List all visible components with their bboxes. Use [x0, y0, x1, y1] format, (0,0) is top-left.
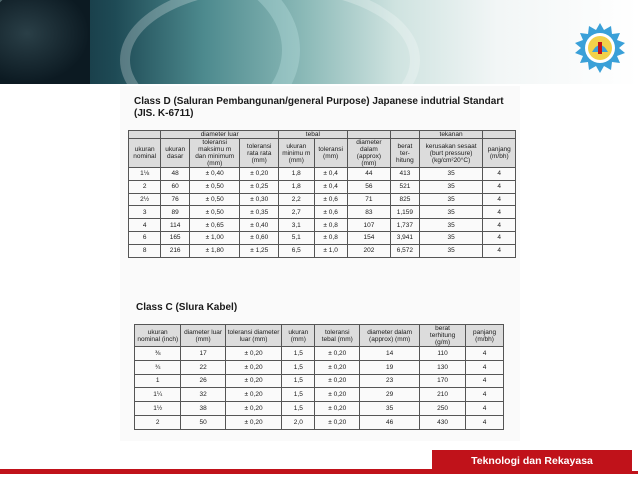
class-c-rows	[135, 347, 504, 430]
table-cell: 35	[419, 206, 483, 219]
table-header-cell	[391, 131, 420, 139]
table-row	[129, 168, 516, 181]
group-header-tebal: tebal	[279, 131, 348, 139]
table-cell: 4	[483, 193, 516, 206]
table-cell: 1,8	[279, 168, 315, 181]
table-cell: 26	[181, 374, 225, 388]
table-cell: 825	[391, 193, 420, 206]
table-row	[135, 360, 504, 374]
table-row	[129, 244, 516, 257]
table-cell: 35	[419, 231, 483, 244]
table-cell: 38	[181, 402, 225, 416]
table-cell: 4	[466, 388, 504, 402]
table-cell: 19	[360, 360, 420, 374]
table-cell: 1⅛	[129, 168, 161, 181]
table-cell: 130	[420, 360, 466, 374]
table-header-cell: toleransi (mm)	[314, 139, 347, 168]
header-banner	[0, 0, 638, 84]
table-header-cell	[347, 131, 390, 139]
table-header-cell: kerusakan sesaat (burt pressure) (kg/cm²20°C)	[419, 139, 483, 168]
table-cell: ± 0,30	[240, 193, 279, 206]
table-cell: ± 0,40	[240, 219, 279, 232]
table-header-cell: toleransi tebal (mm)	[315, 325, 360, 347]
table-cell: 4	[483, 180, 516, 193]
table-cell: 1,737	[391, 219, 420, 232]
table-cell: 8	[129, 244, 161, 257]
table-cell: 76	[161, 193, 190, 206]
table-row	[135, 402, 504, 416]
table-cell: 35	[419, 180, 483, 193]
table-cell: ± 0,6	[314, 193, 347, 206]
table-cell: 89	[161, 206, 190, 219]
table-header-cell: diameter luar (mm)	[181, 325, 225, 347]
table-cell: 114	[161, 219, 190, 232]
table-cell: 35	[419, 244, 483, 257]
table-cell: 35	[419, 219, 483, 232]
tut-wuri-handayani-logo-icon	[574, 22, 626, 74]
table-row	[135, 415, 504, 429]
table-cell: ± 0,4	[314, 180, 347, 193]
table-cell: 3	[129, 206, 161, 219]
table-cell: ± 0,6	[314, 206, 347, 219]
table-cell: 430	[420, 415, 466, 429]
table-header-row	[129, 139, 516, 168]
table-cell: 22	[181, 360, 225, 374]
table-cell: ± 0,20	[225, 374, 282, 388]
table-cell: 170	[420, 374, 466, 388]
table-cell: ± 0,65	[189, 219, 239, 232]
table-cell: 44	[347, 168, 390, 181]
table-cell: 1½	[135, 402, 181, 416]
scanned-document	[120, 86, 520, 441]
table-cell: 210	[420, 388, 466, 402]
table-cell: 1,8	[279, 180, 315, 193]
table-header-cell: panjang (m/bh)	[466, 325, 504, 347]
table-cell: 71	[347, 193, 390, 206]
table-header-cell: diameter dalam (approx) (mm)	[360, 325, 420, 347]
table-cell: 6,572	[391, 244, 420, 257]
table-cell: 4	[483, 244, 516, 257]
table-cell: ± 0,20	[315, 374, 360, 388]
table-cell: 1,5	[282, 402, 315, 416]
table-header-cell: ukuran nominal	[129, 139, 161, 168]
table-cell: 4	[466, 402, 504, 416]
table-row	[129, 206, 516, 219]
table-cell: ⅜	[135, 347, 181, 361]
table-cell: 107	[347, 219, 390, 232]
table-cell: ± 0,50	[189, 193, 239, 206]
table-cell: 1,5	[282, 360, 315, 374]
table-cell: ¾	[135, 360, 181, 374]
table-cell: ± 0,20	[315, 347, 360, 361]
table-cell: 2	[135, 415, 181, 429]
table-row	[129, 231, 516, 244]
table-row	[129, 193, 516, 206]
table-cell: ± 0,20	[315, 388, 360, 402]
table-cell: ± 0,8	[314, 219, 347, 232]
table-cell: ± 0,20	[315, 402, 360, 416]
table-row	[135, 374, 504, 388]
table-cell: ± 1,25	[240, 244, 279, 257]
table-header-cell: berat terhitung (g/m)	[420, 325, 466, 347]
table-cell: ± 0,40	[189, 168, 239, 181]
table-cell: 165	[161, 231, 190, 244]
table-header-cell	[483, 131, 516, 139]
table-cell: 250	[420, 402, 466, 416]
table-cell: 4	[466, 347, 504, 361]
table-cell: 4	[466, 374, 504, 388]
table-row	[129, 180, 516, 193]
table-header-row	[135, 325, 504, 347]
table-cell: 48	[161, 168, 190, 181]
table-cell: ± 0,20	[315, 360, 360, 374]
table-cell: 154	[347, 231, 390, 244]
table-cell: 521	[391, 180, 420, 193]
table-cell: ± 0,20	[225, 347, 282, 361]
footer-curve	[0, 458, 440, 472]
table-cell: 4	[483, 231, 516, 244]
table-cell: 1,5	[282, 388, 315, 402]
class-d-title: Class D (Saluran Pembangunan/general Purpose) Japanese indutrial Standart (JIS. K-6711)	[134, 96, 504, 119]
table-cell: 35	[419, 168, 483, 181]
table-cell: 413	[391, 168, 420, 181]
table-cell: 1,159	[391, 206, 420, 219]
table-row	[135, 347, 504, 361]
table-cell: ± 0,20	[225, 415, 282, 429]
table-cell: 110	[420, 347, 466, 361]
table-cell: 2½	[129, 193, 161, 206]
table-cell: 35	[419, 193, 483, 206]
table-header-cell	[129, 131, 161, 139]
table-header-cell: ukuran (mm)	[282, 325, 315, 347]
table-cell: 2,7	[279, 206, 315, 219]
table-cell: 2,2	[279, 193, 315, 206]
table-cell: ± 0,20	[225, 388, 282, 402]
table-cell: 5,1	[279, 231, 315, 244]
table-cell: 4	[466, 415, 504, 429]
table-cell: ± 1,00	[189, 231, 239, 244]
table-cell: 4	[483, 219, 516, 232]
banner-swoosh-2	[120, 0, 420, 84]
table-cell: 4	[129, 219, 161, 232]
table-header-cell: ukuran dasar	[161, 139, 190, 168]
table-header-cell: ukuran minimu m (mm)	[279, 139, 315, 168]
table-header-cell: diameter dalam (approx) (mm)	[347, 139, 390, 168]
table-cell: 1,5	[282, 347, 315, 361]
table-cell: 60	[161, 180, 190, 193]
footer-label: Teknologi dan Rekayasa	[432, 450, 632, 472]
table-cell: 1,5	[282, 374, 315, 388]
table-row	[129, 219, 516, 232]
group-header-tekanan: tekanan	[419, 131, 483, 139]
table-cell: ± 0,20	[315, 415, 360, 429]
table-cell: ± 0,25	[240, 180, 279, 193]
table-cell: 4	[466, 360, 504, 374]
table-cell: ± 1,80	[189, 244, 239, 257]
table-cell: ± 0,35	[240, 206, 279, 219]
table-cell: 2,0	[282, 415, 315, 429]
table-cell: 35	[360, 402, 420, 416]
table-cell: 1	[135, 374, 181, 388]
table-cell: ± 0,60	[240, 231, 279, 244]
table-cell: 6	[129, 231, 161, 244]
table-cell: 216	[161, 244, 190, 257]
table-header-cell: berat ter- hitung	[391, 139, 420, 168]
table-cell: 23	[360, 374, 420, 388]
table-cell: ± 0,20	[240, 168, 279, 181]
table-cell: 83	[347, 206, 390, 219]
table-cell: 46	[360, 415, 420, 429]
table-cell: 4	[483, 206, 516, 219]
table-cell: ± 1,0	[314, 244, 347, 257]
table-cell: 3,1	[279, 219, 315, 232]
table-row	[135, 388, 504, 402]
table-cell: ± 0,50	[189, 206, 239, 219]
table-header-cell: panjang (m/bh)	[483, 139, 516, 168]
table-header-cell: toleransi rata rata (mm)	[240, 139, 279, 168]
table-cell: 3,941	[391, 231, 420, 244]
table-cell: 17	[181, 347, 225, 361]
group-header-diameter: diameter luar	[161, 131, 279, 139]
table-cell: 2	[129, 180, 161, 193]
table-cell: ± 0,20	[225, 360, 282, 374]
table-cell: 202	[347, 244, 390, 257]
class-c-title: Class C (Slura Kabel)	[136, 302, 238, 313]
class-d-rows	[129, 168, 516, 258]
table-cell: ± 0,20	[225, 402, 282, 416]
table-group-header-row	[129, 131, 516, 139]
class-d-table	[128, 130, 516, 258]
table-cell: 6,5	[279, 244, 315, 257]
table-header-cell: ukuran nominal (inch)	[135, 325, 181, 347]
table-cell: 29	[360, 388, 420, 402]
table-cell: 56	[347, 180, 390, 193]
table-header-cell: toleransi maksimu m dan minimum (mm)	[189, 139, 239, 168]
table-cell: 4	[483, 168, 516, 181]
table-cell: 14	[360, 347, 420, 361]
table-header-cell: toleransi diameter luar (mm)	[225, 325, 282, 347]
table-cell: ± 0,8	[314, 231, 347, 244]
table-cell: ± 0,4	[314, 168, 347, 181]
table-cell: ± 0,50	[189, 180, 239, 193]
class-c-table	[134, 324, 504, 430]
table-cell: 1¼	[135, 388, 181, 402]
table-cell: 50	[181, 415, 225, 429]
table-cell: 32	[181, 388, 225, 402]
